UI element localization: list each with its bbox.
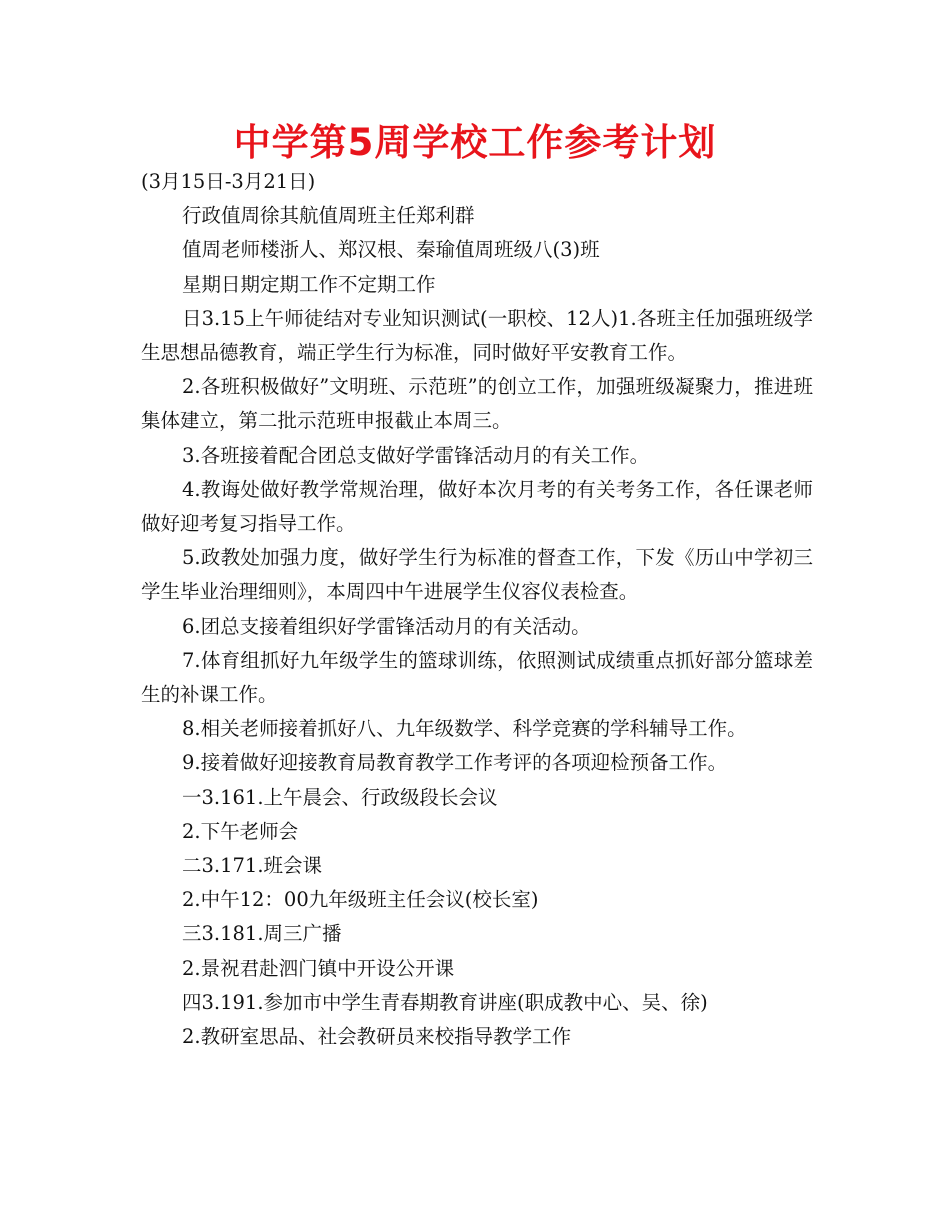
document-title: 中学第5周学校工作参考计划 [233, 121, 717, 164]
paragraph: 2.景祝君赴泗门镇中开设公开课 [182, 956, 455, 980]
paragraph: 8.相关老师接着抓好八、九年级数学、科学竞赛的学科辅导工作。 [182, 717, 747, 741]
paragraph: 2.教研室思品、社会教研员来校指导教学工作 [182, 1025, 572, 1049]
paragraph: 2.各班积极做好”文明班、示范班”的创立工作，加强班级凝聚力，推进班集体建立，第二批示范班申报截止本周三。 [141, 375, 813, 433]
paragraph: 2.下午老师会 [182, 819, 299, 843]
paragraph: 7.体育组抓好九年级学生的篮球训练，依照测试成绩重点抓好部分篮球差生的补课工作。 [141, 648, 813, 707]
paragraph: 二3.171.班会课 [182, 854, 323, 878]
paragraph: 三3.181.周三广播 [182, 922, 342, 946]
paragraph: 四3.191.参加市中学生青春期教育讲座(职成教中心、吴、徐) [182, 990, 708, 1014]
paragraph: 3.各班接着配合团总支做好学雷锋活动月的有关工作。 [182, 443, 650, 467]
paragraph: 行政值周徐其航值周班主任郑利群 [182, 204, 475, 228]
paragraph: 2.中午12：00九年级班主任会议(校长室) [182, 888, 539, 912]
paragraph: 值周老师楼浙人、郑汉根、秦瑜值周班级八(3)班 [182, 238, 600, 262]
document-body [141, 165, 813, 1054]
paragraph: 星期日期定期工作不定期工作 [182, 272, 436, 296]
paragraph: 5.政教处加强力度，做好学生行为标准的督查工作，下发《历山中学初三学生毕业治理细则》，本周四中午进展学生仪容仪表检查。 [141, 546, 813, 604]
paragraph: 9.接着做好迎接教育局教育教学工作考评的各项迎检预备工作。 [182, 751, 728, 775]
paragraph: 6.团总支接着组织好学雷锋活动月的有关活动。 [182, 614, 591, 638]
paragraph: 日3.15上午师徒结对专业知识测试(一职校、12人)1.各班主任加强班级学生思想品德教育，端正学生行为标准，同时做好平安教育工作。 [141, 306, 813, 365]
date-range: (3月15日-3月21日) [141, 170, 316, 193]
paragraph: 4.教诲处做好教学常规治理，做好本次月考的有关考务工作，各任课老师做好迎考复习指导工作。 [141, 477, 813, 536]
paragraph: 一3.161.上午晨会、行政级段长会议 [182, 785, 498, 809]
